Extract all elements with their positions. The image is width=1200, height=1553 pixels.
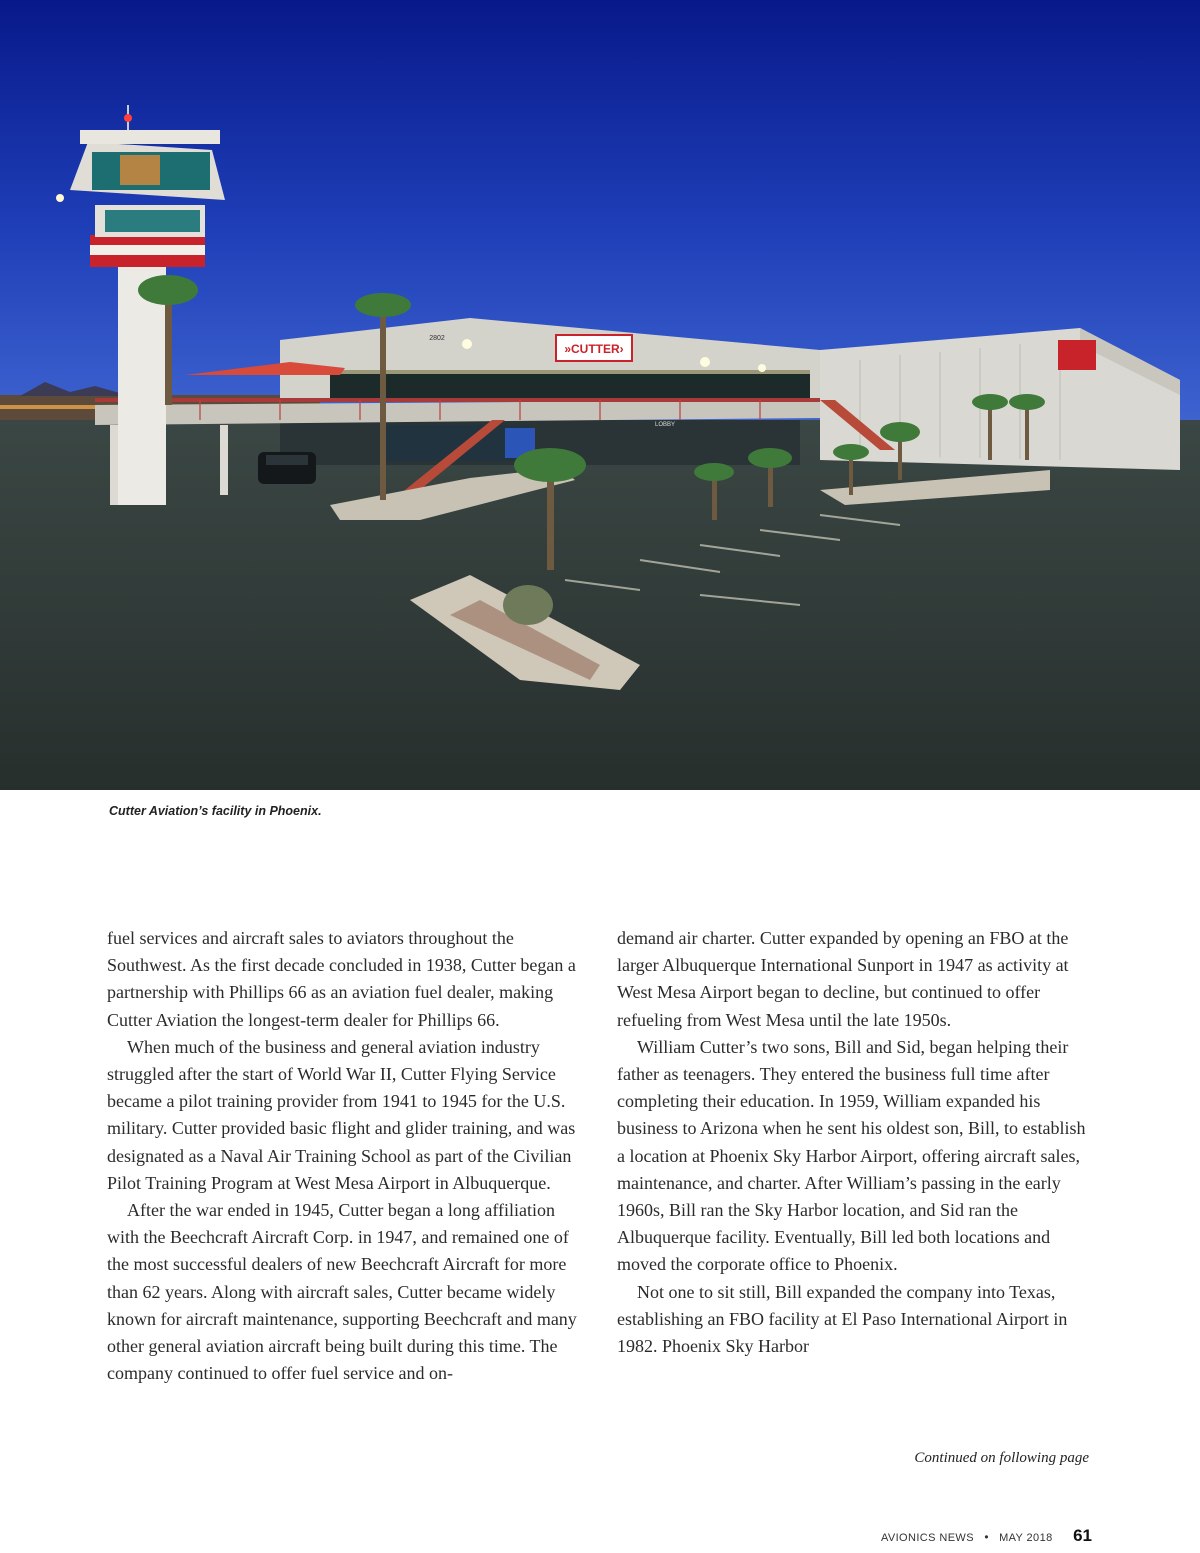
article-column-left [107, 925, 589, 1387]
article-column-right [617, 925, 1097, 1360]
lobby-sign: LOBBY [654, 422, 676, 428]
paragraph: After the war ended in 1945, Cutter began a long affiliation with the Beechcraft Aircraft Corp. in 1947, and remained one of the most successful dealers of new Beechcraft Aircraft for more than 62 years. Along with aircraft sales, Cutter became widely known for aircraft maintenance, supporting Beechcraft and many other general aviation aircraft being built during this time. The company continued to offer fuel service and on- [107, 1200, 577, 1384]
paragraph: When much of the business and general aviation industry struggled after the start of World War II, Cutter Flying Service became a pilot training provider from 1941 to 1945 for the U.S. military. Cutter provided basic flight and glider training, and was designated as a Naval Air Training School as part of the Civilian Pilot Training Program at West Mesa Airport in Albuquerque. [107, 1036, 576, 1193]
publication-name: AVIONICS NEWS [880, 1532, 974, 1544]
footer-separator: • [984, 1530, 989, 1544]
paragraph: demand air charter. Cutter expanded by opening an FBO at the larger Albuquerque International Sunport in 1947 as activity at West Mesa Airport began to decline, but continued to offer refueling from West Mesa until the late 1950s. [617, 928, 1069, 1030]
issue-date: MAY 2018 [999, 1532, 1053, 1544]
paragraph: fuel services and aircraft sales to aviators throughout the Southwest. As the first decade concluded in 1938, Cutter began a partnership with Phillips 66 as an aviation fuel dealer, making Cutter Aviation the longest-term dealer for Phillips 66. [107, 928, 576, 1030]
terminal-glass [330, 370, 810, 402]
hangar-logo [1058, 340, 1096, 370]
cutter-sign-text: »CUTTER› [564, 342, 624, 356]
photo-caption: Cutter Aviation’s facility in Phoenix. [109, 804, 322, 818]
continued-note: Continued on following page [914, 1450, 1089, 1466]
building-number: 2802 [429, 335, 445, 342]
page-number: 61 [1073, 1526, 1092, 1545]
paragraph: Not one to sit still, Bill expanded the company into Texas, establishing an FBO facility at El Paso International Airport in 1982. Phoenix Sky Harbor [617, 1281, 1068, 1357]
paragraph: William Cutter’s two sons, Bill and Sid, began helping their father as teenagers. They entered the business full time after completing their education. In 1959, William expanded his business to Arizona when he sent his oldest son, Bill, to establish a location at Phoenix Sky Harbor Airport, offering aircraft sales, maintenance, and charter. After William’s passing in the early 1960s, Bill ran the Sky Harbor location, and Sid ran the Albuquerque facility. Eventually, Bill led both locations and moved the corporate office to Phoenix. [617, 1036, 1086, 1275]
page-footer [881, 1526, 1092, 1546]
